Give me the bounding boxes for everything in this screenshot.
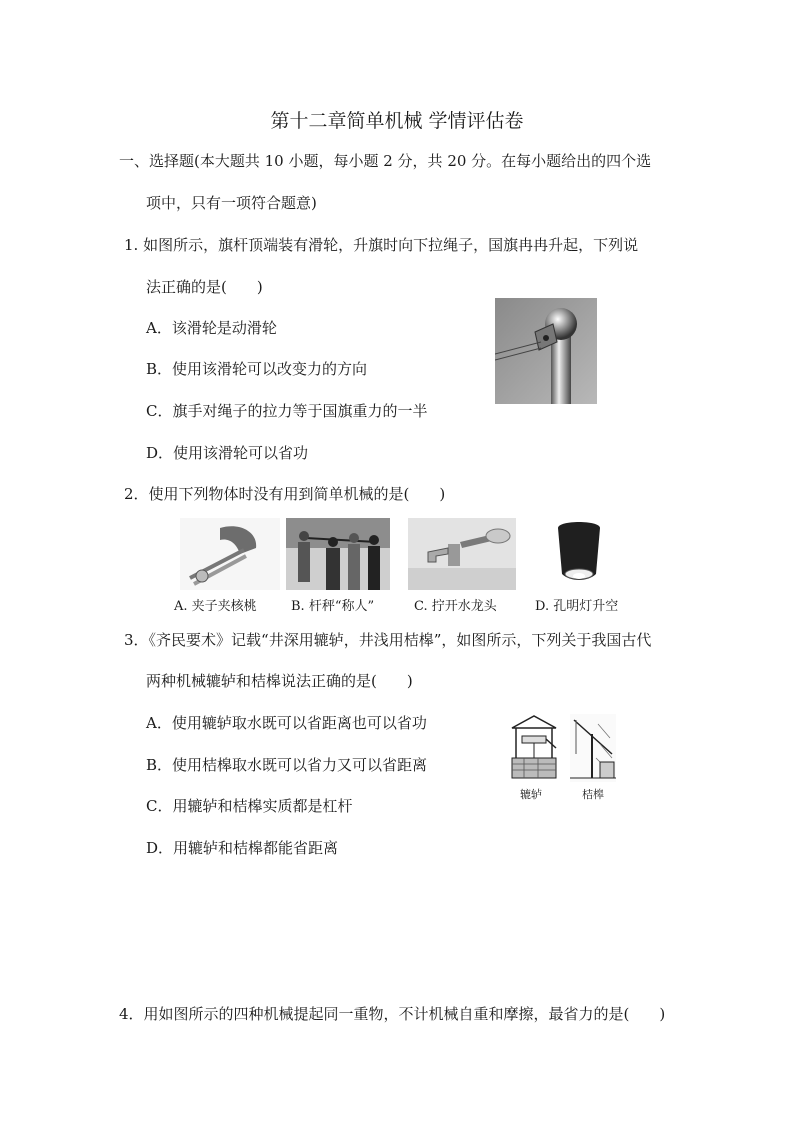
q2-figure-b-steelyard bbox=[286, 518, 390, 590]
windlass-drawing bbox=[508, 714, 560, 782]
q3-option-c: C．用辘轳和桔槔实质都是杠杆 bbox=[146, 797, 353, 815]
q3-stem-line2: 两种机械辘轳和桔槔说法正确的是( ) bbox=[146, 672, 413, 690]
q2-figure-a-nutcracker bbox=[180, 518, 280, 590]
well-sweep-label: 桔槔 bbox=[582, 788, 604, 801]
section-heading-line2: 项中，只有一项符合题意) bbox=[146, 194, 317, 212]
q1-stem-line2: 法正确的是( ) bbox=[146, 278, 263, 296]
q1-option-a: A．该滑轮是动滑轮 bbox=[146, 319, 277, 337]
q2-stem: 2．使用下列物体时没有用到简单机械的是( ) bbox=[124, 485, 446, 503]
q1-option-d: D．使用该滑轮可以省功 bbox=[146, 444, 309, 462]
section-heading-line1: 一、选择题(本大题共 10 小题，每小题 2 分，共 20 分。在每小题给出的四个选 bbox=[119, 152, 652, 170]
q3-option-d: D．用辘轳和桔槔都能省距离 bbox=[146, 839, 339, 857]
well-sweep-drawing bbox=[570, 714, 616, 782]
q2-caption-b: B. 杆秤“称人” bbox=[291, 599, 375, 614]
q2-figure-d-sky-lantern bbox=[548, 518, 610, 590]
windlass-label: 辘轳 bbox=[520, 788, 542, 801]
q2-caption-d: D. 孔明灯升空 bbox=[535, 599, 619, 614]
q1-stem-line1: 1. 如图所示，旗杆顶端装有滑轮，升旗时向下拉绳子，国旗冉冉升起，下列说 bbox=[124, 236, 639, 254]
q2-caption-c: C. 拧开水龙头 bbox=[414, 599, 497, 614]
q1-option-c: C．旗手对绳子的拉力等于国旗重力的一半 bbox=[146, 402, 428, 420]
page-title: 第十二章简单机械 学情评估卷 bbox=[270, 110, 524, 132]
flagpole-pulley-photo bbox=[495, 298, 597, 404]
q3-option-a: A．使用辘轳取水既可以省距离也可以省功 bbox=[146, 714, 427, 732]
q4-stem: 4．用如图所示的四种机械提起同一重物，不计机械自重和摩擦，最省力的是( ) bbox=[119, 1005, 666, 1023]
q1-option-b: B．使用该滑轮可以改变力的方向 bbox=[146, 360, 368, 378]
q2-caption-a: A. 夹子夹核桃 bbox=[174, 599, 257, 614]
q3-stem-line1: 3．《齐民要术》记载“井深用辘轳，井浅用桔槔”，如图所示，下列关于我国古代 bbox=[124, 631, 652, 649]
q3-option-b: B．使用桔槔取水既可以省力又可以省距离 bbox=[146, 756, 428, 774]
q2-figure-c-faucet bbox=[408, 518, 516, 590]
